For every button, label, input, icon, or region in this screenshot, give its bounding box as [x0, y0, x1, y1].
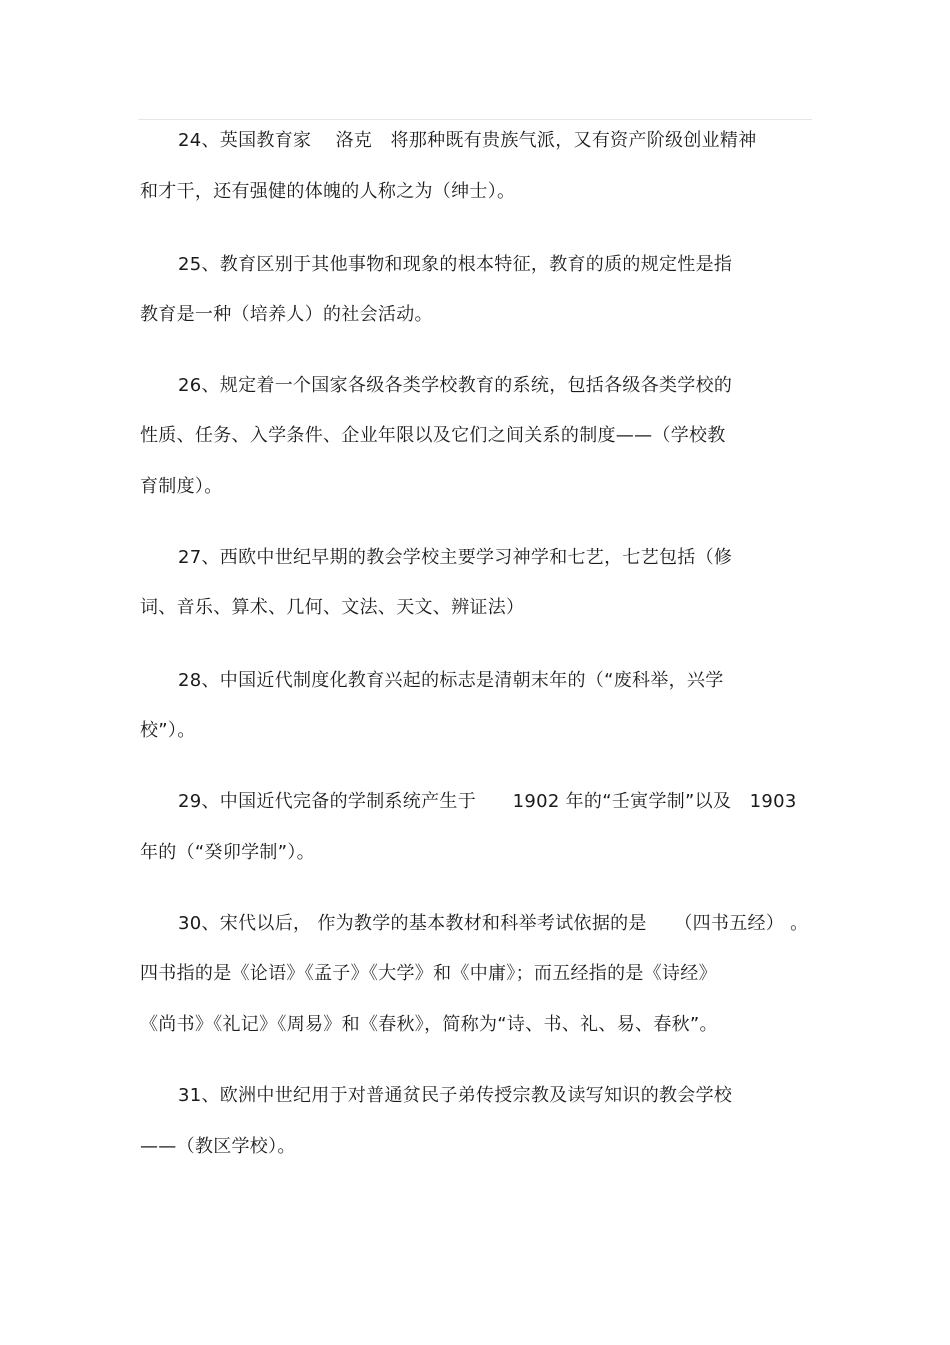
- item-26-line-3: 育制度）。: [140, 476, 223, 497]
- item-29-line-1: 29、中国近代完备的学制系统产生于 1902 年的“壬寅学制”以及 1903: [178, 791, 797, 812]
- item-28-line-1: 28、中国近代制度化教育兴起的标志是清朝末年的（“废科举，兴学: [178, 670, 724, 691]
- item-30-line-2: 四书指的是《论语》《孟子》《大学》和《中庸》；而五经指的是《诗经》: [140, 963, 717, 984]
- header-divider: [138, 119, 812, 120]
- item-26-line-2: 性质、任务、入学条件、企业年限以及它们之间关系的制度——（学校教: [140, 425, 726, 446]
- item-27-line-2: 词、音乐、算术、几何、文法、天文、辨证法）: [140, 597, 525, 618]
- item-25-line-1: 25、教育区别于其他事物和现象的根本特征，教育的质的规定性是指: [178, 254, 733, 275]
- item-30-line-3: 《尚书》《礼记》《周易》和《春秋》，简称为“诗、书、礼、易、春秋”。: [140, 1014, 718, 1035]
- item-31-line-2: ——（教区学校）。: [140, 1136, 296, 1157]
- item-26-line-1: 26、规定着一个国家各级各类学校教育的系统，包括各级各类学校的: [178, 375, 733, 396]
- item-24-line-2: 和才干，还有强健的体魄的人称之为（绅士）。: [140, 181, 516, 202]
- item-25-line-2: 教育是一种（培养人）的社会活动。: [140, 304, 433, 325]
- item-29-line-2: 年的（“癸卯学制”）。: [140, 842, 315, 863]
- item-30-line-1: 30、宋代以后， 作为教学的基本教材和科举考试依据的是 （四书五经） 。: [178, 913, 809, 934]
- item-31-line-1: 31、欧洲中世纪用于对普通贫民子弟传授宗教及读写知识的教会学校: [178, 1085, 733, 1106]
- item-24-line-1: 24、英国教育家 洛克 将那种既有贵族气派，又有资产阶级创业精神: [178, 130, 757, 151]
- item-28-line-2: 校”）。: [140, 720, 196, 741]
- item-27-line-1: 27、西欧中世纪早期的教会学校主要学习神学和七艺，七艺包括（修: [178, 547, 733, 568]
